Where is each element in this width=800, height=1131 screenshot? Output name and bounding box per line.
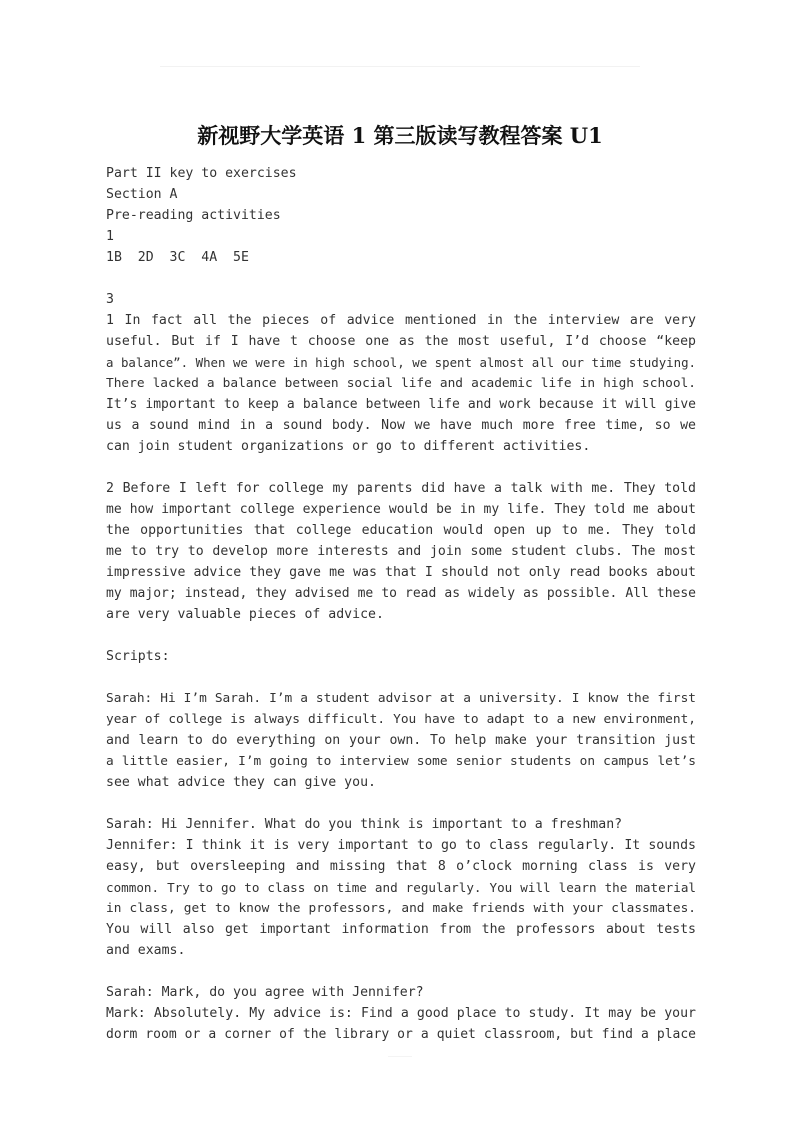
script-sarah-intro bbox=[106, 688, 696, 793]
spacer bbox=[106, 793, 696, 814]
section-heading: Pre-reading activities bbox=[106, 208, 281, 223]
paragraph-line: in class, get to know the professors, and make friends with your classmates. bbox=[106, 901, 696, 916]
paragraph-line: and exams. bbox=[106, 943, 186, 958]
paragraph-line: easy, but oversleeping and missing that 8 o’clock morning class is very bbox=[106, 859, 696, 874]
paragraph-line: and learn to do everything on your own. To help make your transition just bbox=[106, 733, 696, 748]
paragraph-line: see what advice they can give you. bbox=[106, 775, 376, 790]
script-mark bbox=[106, 982, 696, 1045]
paragraph-line: us a sound mind in a sound body. Now we have much more free time, so we bbox=[106, 418, 696, 433]
spacer bbox=[106, 268, 696, 289]
scripts-label: Scripts: bbox=[106, 649, 170, 664]
paragraph-line: useful. But if I have t choose one as the most useful, I’d choose “keep bbox=[106, 334, 696, 349]
header-rule bbox=[160, 66, 640, 67]
paragraph-line: a balance”. When we were in high school, we spent almost all our time studying. bbox=[106, 355, 696, 370]
section-heading: Part II key to exercises bbox=[106, 166, 297, 181]
spacer bbox=[106, 457, 696, 478]
spacer bbox=[106, 625, 696, 646]
paragraph-line: are very valuable pieces of advice. bbox=[106, 607, 384, 622]
script-jennifer bbox=[106, 814, 696, 961]
paragraph-line: year of college is always difficult. You have to adapt to a new environment, bbox=[106, 712, 696, 727]
paragraph-line: can join student organizations or go to different activities. bbox=[106, 439, 591, 454]
paragraph-line: impressive advice they gave me was that I should not only read books about bbox=[106, 565, 696, 580]
paragraph-line: There lacked a balance between social life and academic life in high school. bbox=[106, 376, 696, 391]
spacer bbox=[106, 667, 696, 688]
paragraph-line: dorm room or a corner of the library or a quiet classroom, but find a place bbox=[106, 1027, 696, 1042]
footer-mark bbox=[388, 1056, 412, 1057]
paragraph-line: It’s important to keep a balance between life and work because it will give bbox=[106, 397, 696, 412]
paragraph-line: me to try to develop more interests and join some student clubs. The most bbox=[106, 544, 696, 559]
paragraph-line: my major; instead, they advised me to read as widely as possible. All these bbox=[106, 586, 696, 601]
paragraph-line: common. Try to go to class on time and regularly. You will learn the material bbox=[106, 880, 696, 895]
answer-key-line: 1B 2D 3C 4A 5E bbox=[106, 250, 249, 265]
spacer bbox=[106, 961, 696, 982]
paragraph-line: Sarah: Hi Jennifer. What do you think is important to a freshman? bbox=[106, 817, 623, 832]
paragraph-line: 1 In fact all the pieces of advice mentioned in the interview are very bbox=[106, 313, 696, 328]
paragraph-line: the opportunities that college education would open up to me. They told bbox=[106, 523, 696, 538]
answer-paragraph-2 bbox=[106, 478, 696, 625]
exercise-number: 3 bbox=[106, 292, 114, 307]
paragraph-line: Sarah: Hi I’m Sarah. I’m a student advisor at a university. I know the first bbox=[106, 691, 696, 706]
heading-block bbox=[106, 163, 696, 268]
section-heading: Section A bbox=[106, 187, 178, 202]
exercise-number: 1 bbox=[106, 229, 114, 244]
paragraph-line: Jennifer: I think it is very important to go to class regularly. It sounds bbox=[106, 838, 696, 853]
paragraph-line: a little easier, I’m going to interview some senior students on campus let’s bbox=[106, 754, 696, 769]
document-title: 新视野大学英语 1 第三版读写教程答案 U1 bbox=[197, 123, 603, 148]
paragraph-line: Mark: Absolutely. My advice is: Find a good place to study. It may be your bbox=[106, 1006, 696, 1021]
answer-paragraph-1 bbox=[106, 310, 696, 457]
paragraph-line: me how important college experience would be in my life. They told me about bbox=[106, 502, 696, 517]
paragraph-line: 2 Before I left for college my parents did have a talk with me. They told bbox=[106, 481, 696, 496]
paragraph-line: Sarah: Mark, do you agree with Jennifer? bbox=[106, 985, 424, 1000]
document-body bbox=[106, 163, 696, 1045]
paragraph-line: You will also get important information from the professors about tests bbox=[106, 922, 696, 937]
